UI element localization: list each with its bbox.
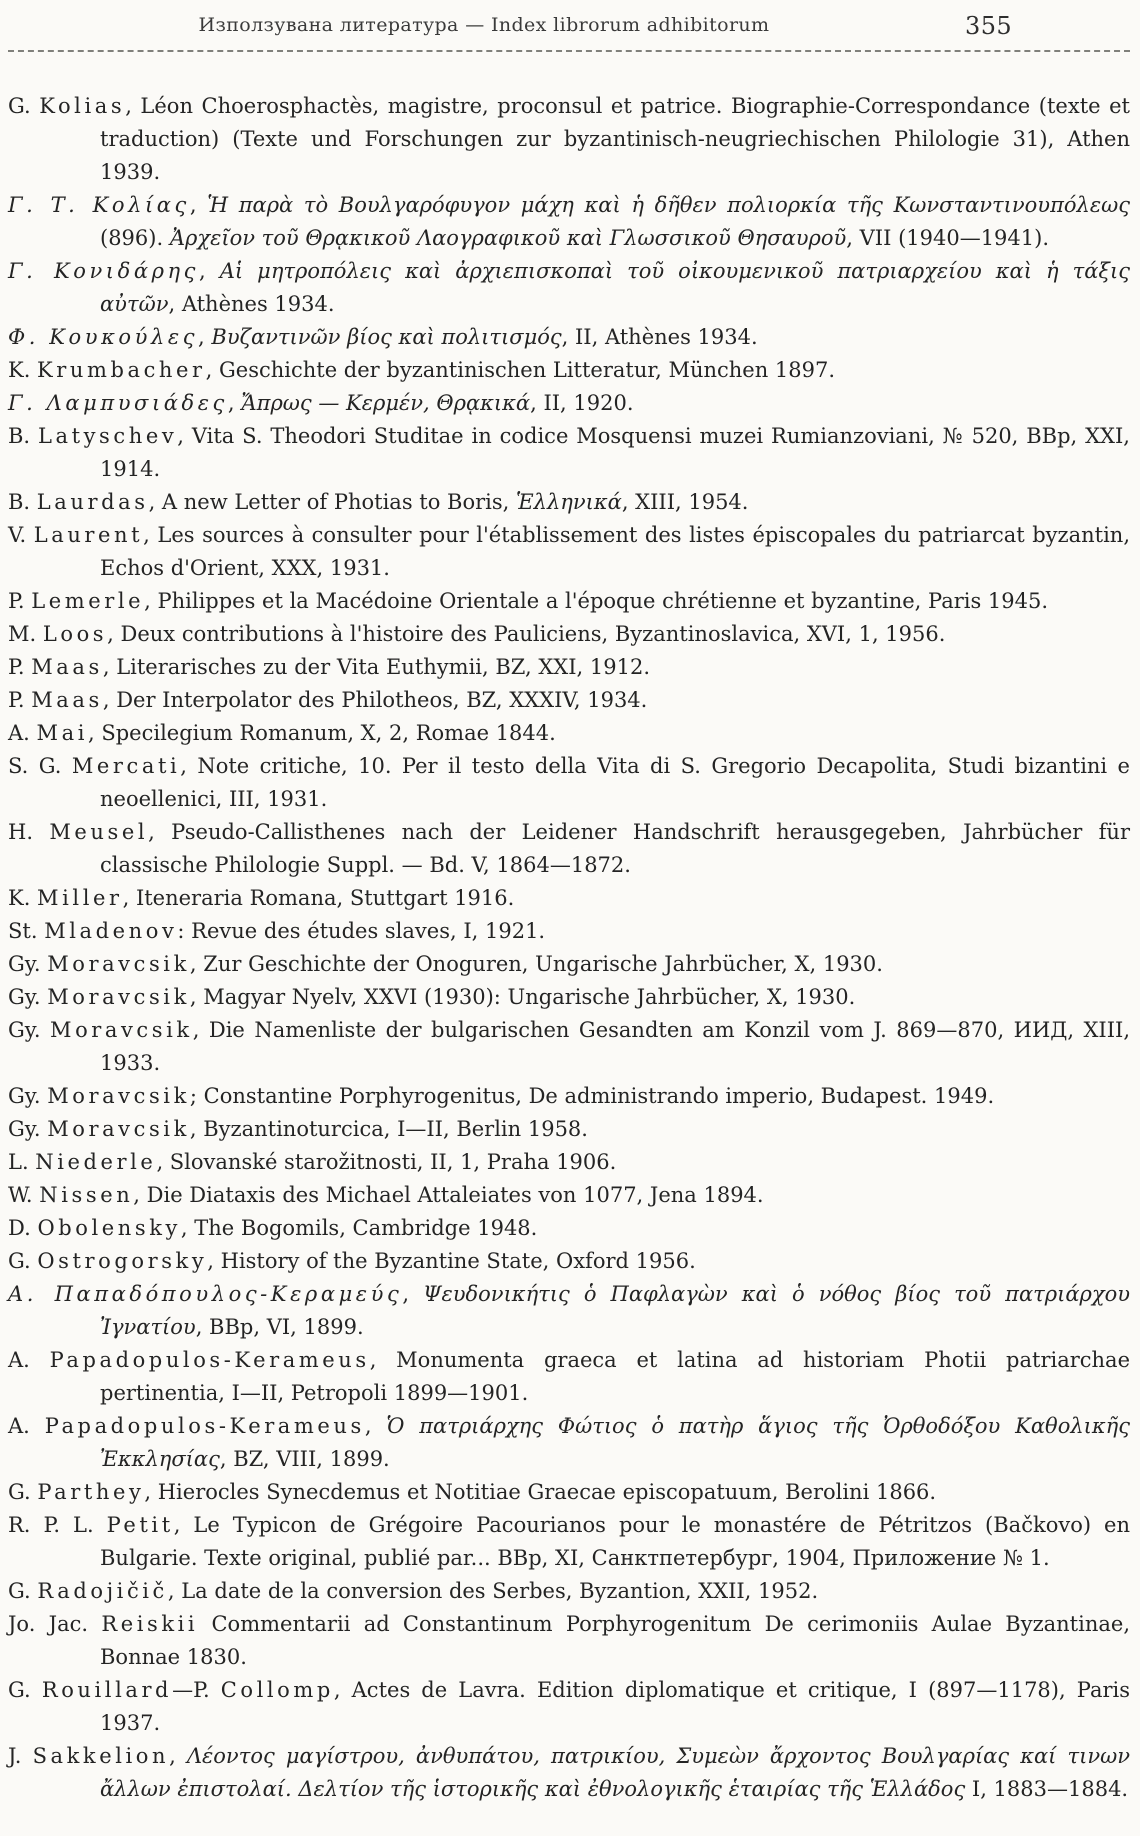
bibliography-entry: [8, 651, 1130, 684]
entry-text-segment: G.: [8, 1480, 38, 1504]
entry-text-segment: , Pseudo-Callisthenes nach der Leidener Handschrift herausgegeben, Jahrbücher für classische Philologie Suppl. — Bd. V, 1864—1872.: [100, 820, 1130, 877]
entry-text-segment: , La date de la conversion des Serbes, Byzantion, XXII, 1952.: [167, 1579, 819, 1603]
entry-text-segment: K.: [8, 886, 38, 910]
entry-text-segment: Ἄπρως — Κερμέν, Θρᾳκικά: [241, 391, 531, 415]
bibliography-entry: [8, 255, 1130, 321]
entry-text-segment: B.: [8, 424, 38, 448]
entry-text-segment: Ψευδονικήτις ὁ Παφλαγὼν καὶ ὁ νόθος βίος τοῦ πατριάρχου Ἰγνατίου: [100, 1282, 1130, 1339]
entry-text-segment: Gy.: [8, 1084, 48, 1108]
entry-text-segment: St.: [8, 919, 45, 943]
entry-text-segment: Parthey: [37, 1480, 145, 1504]
entry-text-segment: , Le Typicon de Grégoire Pacourianos pour le monastére de Pétritzos (Bačkovo) en Bulgarie. Texte original, publié par... BBp, XI, Санктпетербург, 1904, Приложение № 1.: [100, 1513, 1130, 1570]
entry-text-segment: Λέοντος μαγίστρου, ἀνθυπάτου, πατρικίου, Συμεὼν ἄρχοντος Βουλγαρίας καί τινων ἄλλων ἐπιστολαί. Δελτίον τῆς ἱστορικῆς καὶ ἐθνολογικῆς ἑταιρίας τῆς Ἑλλάδος: [100, 1744, 1131, 1801]
entry-text-segment: Gy.: [8, 1117, 48, 1141]
entry-text-segment: W.: [8, 1183, 40, 1207]
entry-text-segment: G.: [8, 1579, 38, 1603]
entry-text-segment: Petit: [106, 1513, 174, 1537]
entry-text-segment: , Byzantinoturcica, I—II, Berlin 1958.: [189, 1117, 588, 1141]
entry-text-segment: Maas: [31, 688, 103, 712]
bibliography-entry: [8, 486, 1130, 519]
bibliography-entry: [8, 981, 1130, 1014]
entry-text-segment: , Iteneraria Romana, Stuttgart 1916.: [122, 886, 515, 910]
entry-text-segment: Γ. Τ. Κολίας: [8, 193, 190, 217]
entry-text-segment: D.: [8, 1216, 38, 1240]
entry-text-segment: Collomp: [220, 1678, 334, 1702]
entry-text-segment: R. P. L.: [8, 1513, 107, 1537]
entry-text-segment: G.: [8, 1678, 42, 1702]
bibliography-entry: [8, 1476, 1130, 1509]
entry-text-segment: , Léon Choerosphactès, magistre, proconsul et patrice. Biographie-Correspondance (texte et traduction) (Texte und Forschungen zur byzantinisch-neugriechischen Philologie 31), Athen 1939.: [100, 94, 1130, 184]
entry-text-segment: Jo. Jac.: [8, 1612, 102, 1636]
entry-text-segment: , Athènes 1934.: [168, 292, 335, 316]
bibliography-entry: [8, 915, 1130, 948]
bibliography-entry: [8, 1344, 1130, 1410]
bibliography-entry: [8, 1179, 1130, 1212]
bibliography-entry: [8, 1113, 1130, 1146]
entry-text-segment: I, 1883—1884.: [965, 1777, 1129, 1801]
entry-text-segment: Gy.: [8, 1018, 51, 1042]
entry-text-segment: , Zur Geschichte der Onoguren, Ungarische Jahrbücher, X, 1930.: [189, 952, 883, 976]
bibliography-entry: [8, 1674, 1130, 1740]
entry-text-segment: ,: [402, 1282, 424, 1306]
bibliography-entry: [8, 1245, 1130, 1278]
entry-text-segment: G.: [8, 94, 40, 118]
entry-text-segment: Obolensky: [37, 1216, 181, 1240]
entry-text-segment: ; Constantine Porphyrogenitus, De administrando imperio, Budapest. 1949.: [189, 1084, 995, 1108]
entry-text-segment: Papadopulos-Kerameus: [49, 1348, 370, 1372]
running-head: [8, 14, 1130, 44]
page-number: 355: [965, 12, 1012, 40]
entry-text-segment: Moravcsik: [50, 1018, 193, 1042]
entry-text-segment: Mai: [36, 721, 88, 745]
entry-text-segment: Ὁ πατριάρχης Φώτιος ὁ πατὴρ ἅγιος τῆς Ὀρθοδόξου Καθολικῆς Ἐκκλησίας: [100, 1414, 1130, 1471]
bibliography-entry: [8, 1014, 1130, 1080]
entry-text-segment: P.: [8, 688, 32, 712]
entry-text-segment: Moravcsik: [47, 985, 190, 1009]
entry-text-segment: P.: [8, 655, 32, 679]
entry-text-segment: Ἡ παρὰ τὸ Βουλγαρόφυγον μάχη καὶ ἡ δῆθεν πολιορκία τῆς Κωνσταντινουπόλεως: [207, 193, 1130, 217]
entry-text-segment: Latyschev: [38, 424, 178, 448]
entry-text-segment: ,: [364, 1414, 387, 1438]
entry-text-segment: , Specilegium Romanum, X, 2, Romae 1844.: [87, 721, 556, 745]
entry-text-segment: Moravcsik: [47, 952, 190, 976]
bibliography-entry: [8, 684, 1130, 717]
entry-text-segment: Mladenov: [44, 919, 178, 943]
bibliography-entry: [8, 189, 1130, 255]
entry-text-segment: , Der Interpolator des Philotheos, BZ, XXXIV, 1934.: [102, 688, 648, 712]
entry-text-segment: , History of the Byzantine State, Oxford 1956.: [207, 1249, 696, 1273]
entry-text-segment: Laurent: [33, 523, 144, 547]
entry-text-segment: A.: [8, 721, 37, 745]
bibliography-entry: [8, 1509, 1130, 1575]
entry-text-segment: , XIII, 1954.: [621, 490, 749, 514]
entry-text-segment: K.: [8, 358, 38, 382]
entry-text-segment: Ἀρχεῖον τοῦ Θρᾳκικοῦ Λαογραφικοῦ καὶ Γλωσσικοῦ Θησαυροῦ: [169, 226, 847, 250]
entry-text-segment: ,: [198, 259, 220, 283]
entry-text-segment: Φ. Κουκούλες: [8, 325, 199, 349]
bibliography-entry: [8, 1740, 1130, 1806]
entry-text-segment: , BBp, VI, 1899.: [195, 1315, 364, 1339]
entry-text-segment: H.: [8, 820, 50, 844]
entry-text-segment: ,: [169, 1744, 187, 1768]
entry-text-segment: Commentarii ad Constantinum Porphyrogenitum De cerimoniis Aulae Byzantinae, Bonnae 1830.: [100, 1612, 1130, 1669]
entry-text-segment: , The Bogomils, Cambridge 1948.: [180, 1216, 538, 1240]
bibliography-entry: [8, 948, 1130, 981]
bibliography-entry: [8, 1080, 1130, 1113]
entry-text-segment: , Monumenta graeca et latina ad historiam Photii patriarchae pertinentia, I—II, Petropoli 1899—1901.: [100, 1348, 1130, 1405]
entry-text-segment: Αἱ μητροπόλεις καὶ ἀρχιεπισκοπαὶ τοῦ οἰκουμενικοῦ πατριαρχείου καὶ ἡ τάξις αὐτῶν: [100, 259, 1130, 316]
entry-text-segment: , Geschichte der byzantinischen Litteratur, München 1897.: [205, 358, 836, 382]
bibliography-list: [8, 90, 1130, 1806]
entry-text-segment: , Die Namenliste der bulgarischen Gesandten am Konzil vom J. 869—870, ИИД, XIII, 1933.: [100, 1018, 1130, 1075]
entry-text-segment: Moravcsik: [47, 1117, 190, 1141]
entry-text-segment: , II, 1920.: [530, 391, 634, 415]
bibliography-entry: [8, 750, 1130, 816]
header-rule: [8, 50, 1130, 52]
entry-text-segment: , BZ, VIII, 1899.: [219, 1447, 390, 1471]
entry-text-segment: , Slovanské starožitnosti, II, 1, Praha 1906.: [156, 1150, 617, 1174]
entry-text-segment: Radojičič: [37, 1579, 168, 1603]
entry-text-segment: Kolias: [39, 94, 126, 118]
bibliography-entry: [8, 585, 1130, 618]
entry-text-segment: Meusel: [49, 820, 149, 844]
entry-text-segment: ,: [198, 325, 212, 349]
entry-text-segment: Γ. Κονιδάρης: [8, 259, 199, 283]
entry-text-segment: Gy.: [8, 985, 48, 1009]
bibliography-entry: [8, 816, 1130, 882]
bibliography-entry: [8, 519, 1130, 585]
bibliography-entry: [8, 1278, 1130, 1344]
bibliography-entry: [8, 882, 1130, 915]
bibliography-entry: [8, 420, 1130, 486]
entry-text-segment: , Actes de Lavra. Edition diplomatique et critique, I (897—1178), Paris 1937.: [100, 1678, 1130, 1735]
entry-text-segment: Α. Παπαδόπουλος-Κεραμεύς: [8, 1282, 403, 1306]
entry-text-segment: G.: [8, 1249, 38, 1273]
entry-text-segment: ,: [227, 391, 242, 415]
entry-text-segment: , Hierocles Synecdemus et Notitiae Graecae episcopatuum, Berolini 1866.: [144, 1480, 937, 1504]
entry-text-segment: Loos: [42, 622, 108, 646]
entry-text-segment: Laurdas: [36, 490, 149, 514]
bibliography-entry: [8, 1608, 1130, 1674]
bibliography-entry: [8, 1575, 1130, 1608]
entry-text-segment: : Revue des études slaves, I, 1921.: [177, 919, 546, 943]
entry-text-segment: J.: [8, 1744, 33, 1768]
entry-text-segment: Ἑλληνικά: [515, 490, 622, 514]
bibliography-entry: [8, 1212, 1130, 1245]
entry-text-segment: Ostrogorsky: [37, 1249, 208, 1273]
bibliography-entry: [8, 1146, 1130, 1179]
entry-text-segment: —P.: [172, 1678, 221, 1702]
bibliography-entry: [8, 1410, 1130, 1476]
bibliography-entry: [8, 354, 1130, 387]
entry-text-segment: L.: [8, 1150, 36, 1174]
entry-text-segment: Βυζαντινῶν βίος καὶ πολιτισμός: [211, 325, 562, 349]
bibliography-entry: [8, 717, 1130, 750]
entry-text-segment: M.: [8, 622, 43, 646]
entry-text-segment: S. G.: [8, 754, 72, 778]
entry-text-segment: Mercati: [71, 754, 181, 778]
entry-text-segment: , A new Letter of Photias to Boris,: [148, 490, 516, 514]
entry-text-segment: , Literarisches zu der Vita Euthymii, BZ, XXI, 1912.: [102, 655, 651, 679]
entry-text-segment: Nissen: [39, 1183, 134, 1207]
entry-text-segment: A.: [8, 1414, 45, 1438]
entry-text-segment: , VII (1940—1941).: [846, 226, 1050, 250]
entry-text-segment: (896).: [100, 226, 170, 250]
entry-text-segment: , Die Diataxis des Michael Attaleiates von 1077, Jena 1894.: [133, 1183, 764, 1207]
page-header-title: Използувана литература — Index librorum adhibitorum: [198, 14, 770, 36]
entry-text-segment: Reiskii: [101, 1612, 199, 1636]
entry-text-segment: Rouillard: [41, 1678, 173, 1702]
entry-text-segment: , Vita S. Theodori Studitae in codice Mosquensi muzei Rumianzoviani, № 520, BBp, XXI, 1914.: [100, 424, 1130, 481]
bibliography-entry: [8, 90, 1130, 189]
entry-text-segment: B.: [8, 490, 37, 514]
entry-text-segment: ,: [189, 193, 208, 217]
bibliography-entry: [8, 387, 1130, 420]
entry-text-segment: Γ. Λαμπυσιάδες: [8, 391, 228, 415]
entry-text-segment: Sakkelion: [32, 1744, 170, 1768]
bibliography-entry: [8, 618, 1130, 651]
entry-text-segment: , Les sources à consulter pour l'établissement des listes épiscopales du patriarcat byzantin, Echos d'Orient, XXX, 1931.: [100, 523, 1130, 580]
entry-text-segment: Papadopulos-Kerameus: [44, 1414, 365, 1438]
entry-text-segment: Lemerle: [31, 589, 145, 613]
entry-text-segment: , Deux contributions à l'histoire des Pauliciens, Byzantinoslavica, XVI, 1, 1956.: [107, 622, 946, 646]
entry-text-segment: , Note critiche, 10. Per il testo della Vita di S. Gregorio Decapolita, Studi bizantini e neoellenici, III, 1931.: [100, 754, 1130, 811]
entry-text-segment: A.: [8, 1348, 50, 1372]
entry-text-segment: Niederle: [35, 1150, 157, 1174]
entry-text-segment: , Philippes et la Macédoine Orientale a l'époque chrétienne et byzantine, Paris 1945.: [144, 589, 1049, 613]
entry-text-segment: , Magyar Nyelv, XXVI (1930): Ungarische Jahrbücher, X, 1930.: [189, 985, 856, 1009]
entry-text-segment: Maas: [31, 655, 103, 679]
entry-text-segment: Miller: [37, 886, 123, 910]
entry-text-segment: P.: [8, 589, 32, 613]
entry-text-segment: Gy.: [8, 952, 48, 976]
entry-text-segment: Moravcsik: [47, 1084, 190, 1108]
bibliography-entry: [8, 321, 1130, 354]
entry-text-segment: , II, Athènes 1934.: [561, 325, 758, 349]
entry-text-segment: Krumbacher: [37, 358, 206, 382]
entry-text-segment: V.: [8, 523, 34, 547]
